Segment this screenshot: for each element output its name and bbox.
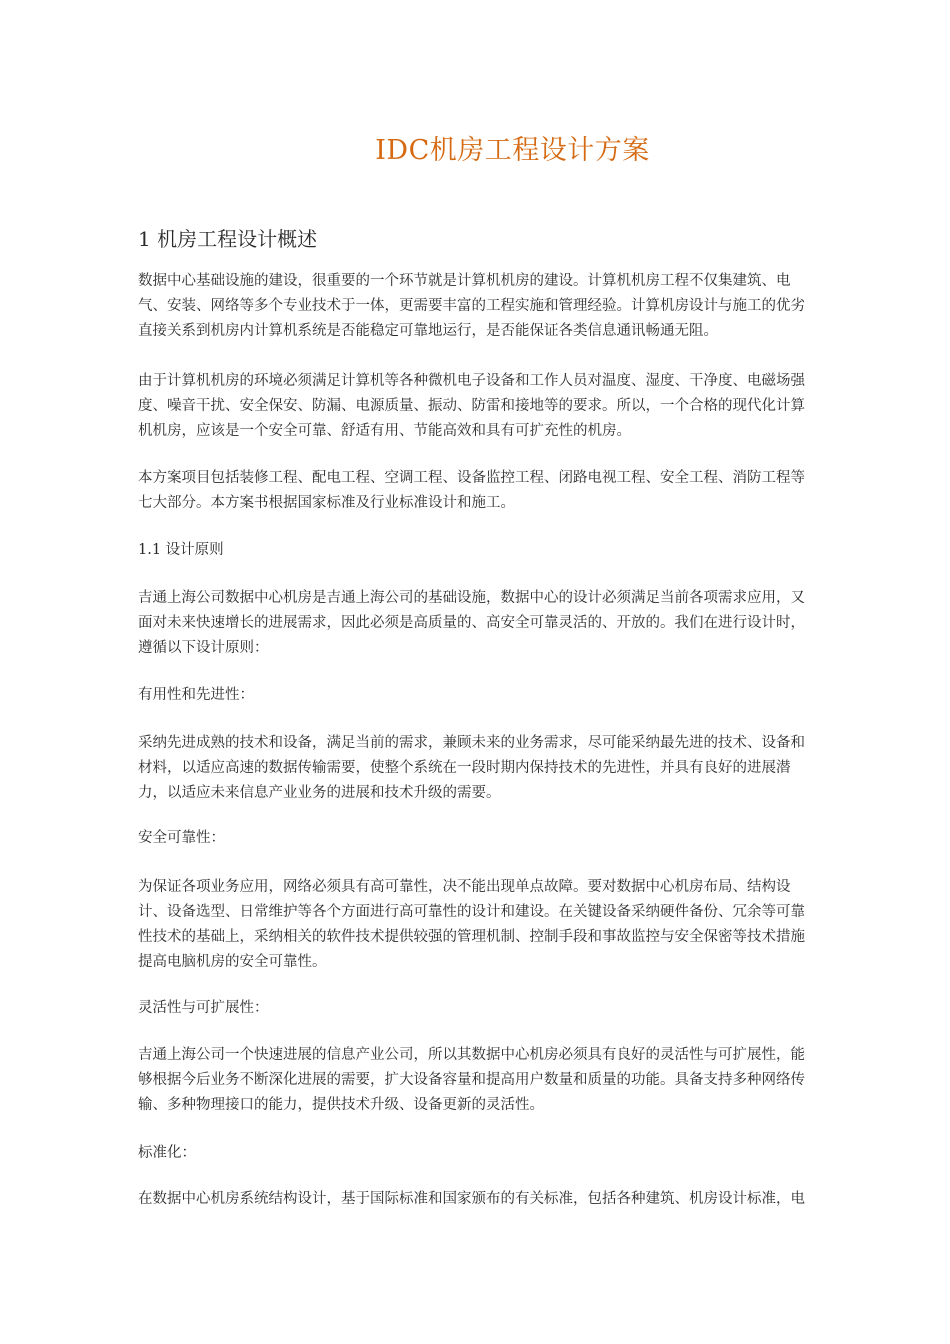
principle-label-standardization: 标准化： [138,1145,196,1161]
intro-paragraph [138,466,878,516]
document-title: IDC机房工程设计方案 [375,135,650,166]
paragraph-line: 吉通上海公司一个快速进展的信息产业公司，所以其数据中心机房必须具有良好的灵活性与可扩展性，能 [138,1047,805,1063]
paragraph-line: 采纳先进成熟的技术和设备，满足当前的需求，兼顾未来的业务需求，尽可能采纳最先进的技术、设备和 [138,735,805,751]
paragraph-line: 吉通上海公司数据中心机房是吉通上海公司的基础设施，数据中心的设计必须满足当前各项需求应用，又 [138,590,805,606]
paragraph-line: 在数据中心机房系统结构设计，基于国际标准和国家颁布的有关标准，包括各种建筑、机房设计标准，电 [138,1191,805,1207]
paragraph-line: 面对未来快速增长的进展需求，因此必须是高质量的、高安全可靠灵活的、开放的。我们在进行设计时， [138,615,805,631]
paragraph-line: 遵循以下设计原则： [138,640,269,656]
paragraph-line: 七大部分。本方案书根据国家标准及行业标准设计和施工。 [138,495,515,511]
paragraph-line: 性技术的基础上，采纳相关的软件技术提供较强的管理机制、控制手段和事故监控与安全保密等技术措施 [138,929,805,945]
paragraph-line: 气、安装、网络等多个专业技术于一体，更需要丰富的工程实施和管理经验。计算机房设计与施工的优劣 [138,298,805,314]
paragraph-line: 输、多种物理接口的能力，提供技术升级、设备更新的灵活性。 [138,1097,544,1113]
paragraph-line: 提高电脑机房的安全可靠性。 [138,954,327,970]
paragraph-line: 为保证各项业务应用，网络必须具有高可靠性，决不能出现单点故障。要对数据中心机房布局、结构设 [138,879,791,895]
paragraph-line: 计、设备选型、日常维护等各个方面进行高可靠性的设计和建设。在关键设备采纳硬件备份、冗余等可靠 [138,904,805,920]
paragraph-line: 度、噪音干扰、安全保安、防漏、电源质量、振动、防雷和接地等的要求。所以，一个合格的现代化计算 [138,398,805,414]
principle-paragraph-practicality [138,731,878,806]
principle-paragraph-standardization [138,1187,878,1212]
paragraph-line: 数据中心基础设施的建设，很重要的一个环节就是计算机机房的建设。计算机机房工程不仅集建筑、电 [138,273,791,289]
principle-paragraph-reliability [138,875,878,975]
section-heading-1: 1 机房工程设计概述 [138,227,318,251]
paragraph-line: 本方案项目包括装修工程、配电工程、空调工程、设备监控工程、闭路电视工程、安全工程、消防工程等 [138,470,805,486]
principles-intro-paragraph [138,586,878,661]
paragraph-line: 直接关系到机房内计算机系统是否能稳定可靠地运行，是否能保证各类信息通讯畅通无阻。 [138,323,718,339]
principle-label-flexibility: 灵活性与可扩展性： [138,1000,269,1016]
principle-label-practicality: 有用性和先进性： [138,687,254,703]
intro-paragraph [138,269,878,344]
principle-label-reliability: 安全可靠性： [138,830,225,846]
principle-paragraph-flexibility [138,1043,878,1118]
section-heading-1-1: 1.1 设计原则 [138,542,224,558]
paragraph-line: 由于计算机机房的环境必须满足计算机等各种微机电子设备和工作人员对温度、湿度、干净度、电磁场强 [138,373,805,389]
paragraph-line: 材料，以适应高速的数据传输需要，使整个系统在一段时期内保持技术的先进性，并具有良好的进展潜 [138,760,791,776]
paragraph-line: 机机房，应该是一个安全可靠、舒适有用、节能高效和具有可扩充性的机房。 [138,423,631,439]
intro-paragraph [138,369,878,444]
paragraph-line: 力，以适应未来信息产业业务的进展和技术升级的需要。 [138,785,501,801]
paragraph-line: 够根据今后业务不断深化进展的需要，扩大设备容量和提高用户数量和质量的功能。具备支持多种网络传 [138,1072,805,1088]
